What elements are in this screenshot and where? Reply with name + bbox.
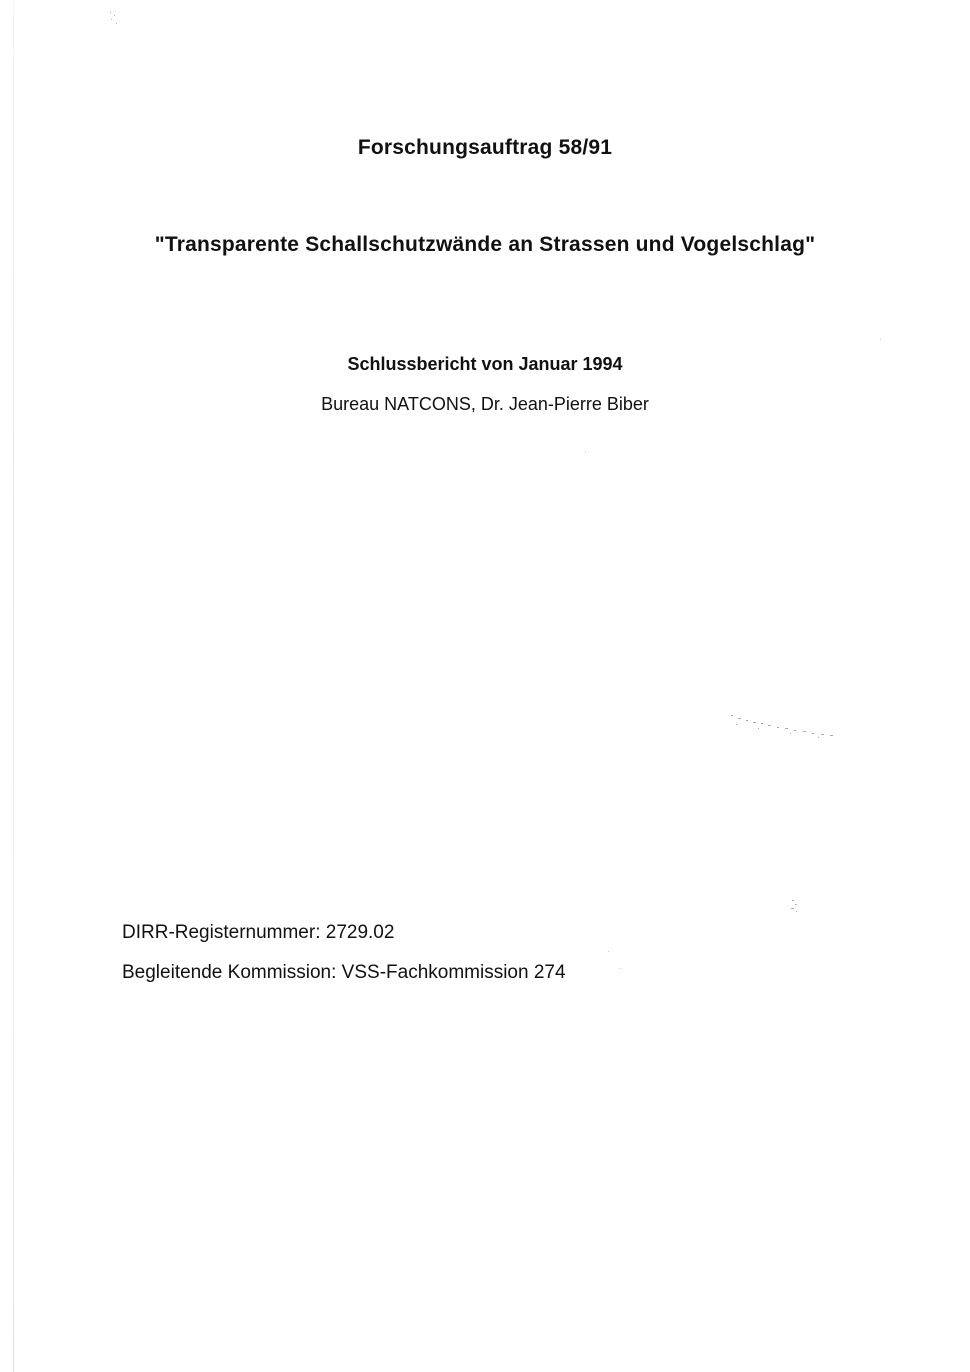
report-title: "Transparente Schallschutzwände an Strassen und Vogelschlag" — [154, 233, 816, 256]
register-number: DIRR-Registernummer: 2729.02 — [122, 922, 395, 943]
author-line: Bureau NATCONS, Dr. Jean-Pierre Biber — [321, 394, 649, 414]
accompanying-commission: Begleitende Kommission: VSS-Fachkommission 274 — [122, 962, 566, 983]
research-order-heading: Forschungsauftrag 58/91 — [357, 136, 613, 159]
right-small-speck-cluster — [791, 900, 797, 912]
report-date: Schlussbericht von Januar 1994 — [347, 354, 623, 374]
mid-right-speck-streak — [731, 715, 833, 738]
top-left-speck-cluster — [110, 12, 117, 24]
scattered-dust-specks — [585, 339, 881, 969]
